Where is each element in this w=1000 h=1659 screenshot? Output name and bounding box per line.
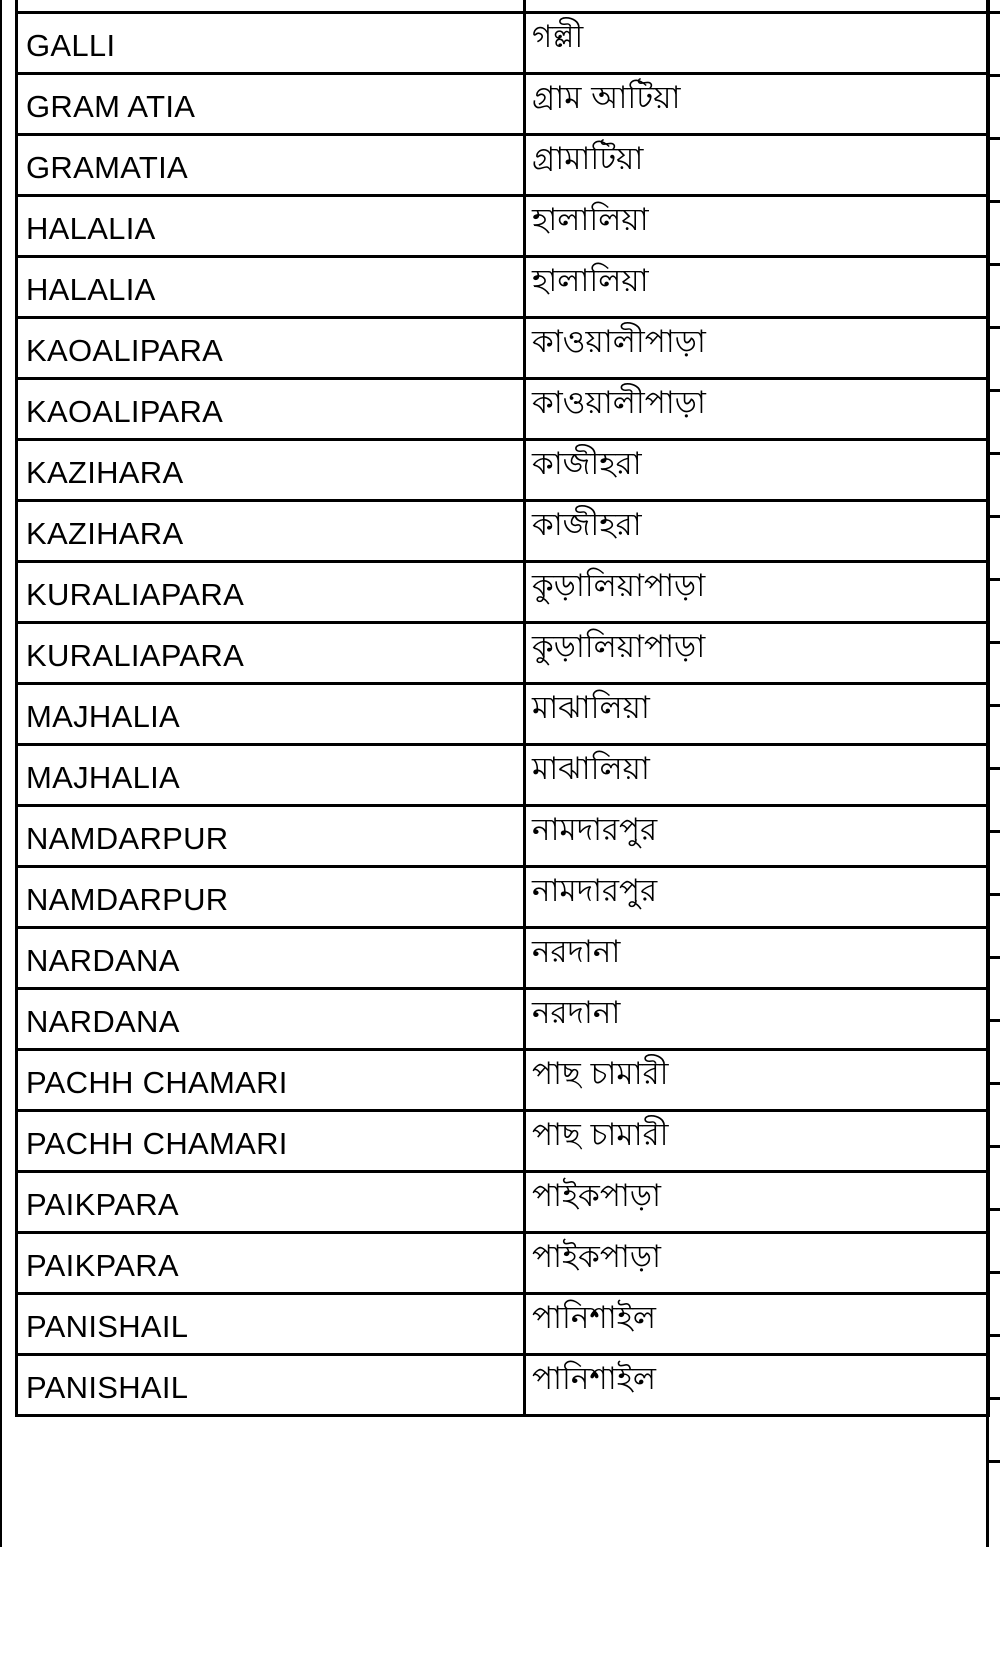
english-name-cell: PAIKPARA bbox=[17, 1232, 525, 1293]
bengali-name-cell: মাঝালিয়া bbox=[525, 683, 989, 744]
table-row bbox=[17, 561, 989, 622]
table-row bbox=[17, 927, 989, 988]
table-row bbox=[17, 256, 989, 317]
row-separator-stub bbox=[989, 1397, 1000, 1400]
row-separator-stub bbox=[989, 1334, 1000, 1337]
bengali-name-cell: পানিশাইল bbox=[525, 1354, 989, 1415]
row-separator-stub bbox=[989, 1208, 1000, 1211]
bengali-name-cell: নামদারপুর bbox=[525, 805, 989, 866]
table-row bbox=[17, 744, 989, 805]
bengali-name-cell: পানিশাইল bbox=[525, 1293, 989, 1354]
bengali-name-cell: কাওয়ালীপাড়া bbox=[525, 317, 989, 378]
row-separator-stub bbox=[989, 74, 1000, 77]
english-name-cell: PANISHAIL bbox=[17, 1354, 525, 1415]
row-separator-stub bbox=[989, 641, 1000, 644]
bengali-name-cell: গ্রামাটিয়া bbox=[525, 134, 989, 195]
bengali-name-cell: মাঝালিয়া bbox=[525, 744, 989, 805]
english-name-cell: KAOALIPARA bbox=[17, 378, 525, 439]
bengali-name-cell: পাছ চামারী bbox=[525, 1110, 989, 1171]
english-name-cell: NAMDARPUR bbox=[17, 866, 525, 927]
english-name-cell: KURALIAPARA bbox=[17, 622, 525, 683]
table-row bbox=[17, 1110, 989, 1171]
bengali-name-cell: নরদানা bbox=[525, 927, 989, 988]
row-separator-stub bbox=[989, 578, 1000, 581]
english-name-cell: PACHH CHAMARI bbox=[17, 1110, 525, 1171]
table-row bbox=[17, 317, 989, 378]
row-separator-stub bbox=[989, 200, 1000, 203]
table-row bbox=[17, 73, 989, 134]
row-separator-stub bbox=[989, 11, 1000, 14]
bengali-name-cell: কাজীহরা bbox=[525, 439, 989, 500]
table-row bbox=[17, 134, 989, 195]
english-name-cell: NAMDARPUR bbox=[17, 805, 525, 866]
row-separator-stub bbox=[989, 1082, 1000, 1085]
table-row bbox=[17, 683, 989, 744]
table-row bbox=[17, 988, 989, 1049]
english-name-cell: KAZIHARA bbox=[17, 439, 525, 500]
english-name-cell: HALALIA bbox=[17, 195, 525, 256]
bengali-name-cell: নামদারপুর bbox=[525, 866, 989, 927]
row-separator-stub bbox=[989, 452, 1000, 455]
row-separator-stub bbox=[989, 326, 1000, 329]
bengali-name-cell: কুড়ালিয়াপাড়া bbox=[525, 561, 989, 622]
english-name-cell: HALALIA bbox=[17, 256, 525, 317]
table-row-partial bbox=[17, 0, 989, 12]
english-name-cell: PANISHAIL bbox=[17, 1293, 525, 1354]
bengali-name-cell: পাছ চামারী bbox=[525, 1049, 989, 1110]
english-name-cell: KAOALIPARA bbox=[17, 317, 525, 378]
row-separator-stub bbox=[989, 515, 1000, 518]
row-separator-stub bbox=[989, 263, 1000, 266]
row-separator-stub bbox=[989, 893, 1000, 896]
table-row bbox=[17, 195, 989, 256]
left-column-border bbox=[0, 0, 2, 1547]
row-separator-stub bbox=[989, 1271, 1000, 1274]
row-separator-stub bbox=[989, 137, 1000, 140]
english-name-cell: NARDANA bbox=[17, 927, 525, 988]
place-name-table bbox=[15, 0, 990, 1417]
bengali-name-cell: পাইকপাড়া bbox=[525, 1232, 989, 1293]
table-row bbox=[17, 622, 989, 683]
bengali-name-cell: কুড়ালিয়াপাড়া bbox=[525, 622, 989, 683]
english-name-cell: KAZIHARA bbox=[17, 500, 525, 561]
english-name-cell: GRAM ATIA bbox=[17, 73, 525, 134]
right-column-border bbox=[986, 0, 1000, 1547]
table-row bbox=[17, 12, 989, 73]
row-separator-stub bbox=[989, 830, 1000, 833]
table-body bbox=[17, 0, 989, 1415]
row-separator-stub bbox=[989, 767, 1000, 770]
row-separator-stub bbox=[989, 704, 1000, 707]
english-name-cell: PAIKPARA bbox=[17, 1171, 525, 1232]
table-row bbox=[17, 1171, 989, 1232]
table-row bbox=[17, 378, 989, 439]
row-separator-stub bbox=[989, 1019, 1000, 1022]
english-name-cell: GALLI bbox=[17, 12, 525, 73]
row-separator-stub bbox=[989, 956, 1000, 959]
bengali-name-cell: নরদানা bbox=[525, 988, 989, 1049]
bengali-name-cell: গ্রাম আটিয়া bbox=[525, 73, 989, 134]
bengali-name-cell: কাওয়ালীপাড়া bbox=[525, 378, 989, 439]
english-name-cell: KURALIAPARA bbox=[17, 561, 525, 622]
partial-cell-english bbox=[17, 0, 525, 12]
table-row bbox=[17, 500, 989, 561]
table-row bbox=[17, 1049, 989, 1110]
english-name-cell: MAJHALIA bbox=[17, 744, 525, 805]
table-row bbox=[17, 1354, 989, 1415]
bengali-name-cell: পাইকপাড়া bbox=[525, 1171, 989, 1232]
table-row bbox=[17, 805, 989, 866]
english-name-cell: GRAMATIA bbox=[17, 134, 525, 195]
table-row bbox=[17, 866, 989, 927]
row-separator-stub bbox=[989, 1460, 1000, 1463]
bengali-name-cell: হালালিয়া bbox=[525, 195, 989, 256]
bengali-name-cell: হালালিয়া bbox=[525, 256, 989, 317]
bengali-name-cell: গল্লী bbox=[525, 12, 989, 73]
partial-cell-bengali bbox=[525, 0, 989, 12]
english-name-cell: NARDANA bbox=[17, 988, 525, 1049]
english-name-cell: MAJHALIA bbox=[17, 683, 525, 744]
row-separator-stub bbox=[989, 1145, 1000, 1148]
table-row bbox=[17, 439, 989, 500]
table-row bbox=[17, 1232, 989, 1293]
bengali-name-cell: কাজীহরা bbox=[525, 500, 989, 561]
row-separator-stub bbox=[989, 389, 1000, 392]
english-name-cell: PACHH CHAMARI bbox=[17, 1049, 525, 1110]
table-row bbox=[17, 1293, 989, 1354]
